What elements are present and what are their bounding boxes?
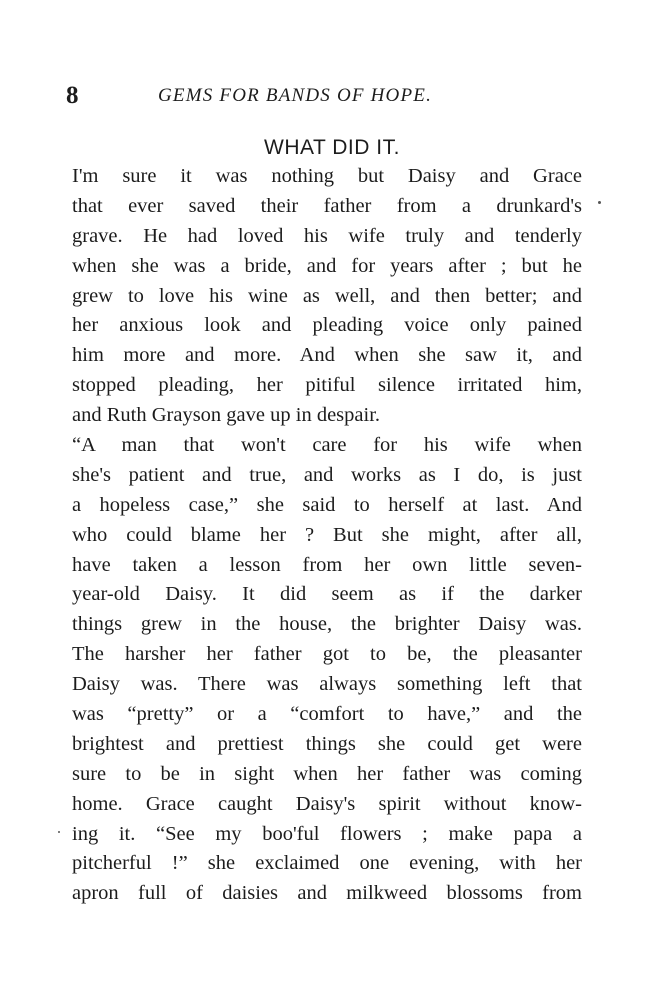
text-line: home. Grace caught Daisy's spirit without know- [72,792,582,815]
text-line: a hopeless case,” she said to herself at last. And [72,493,582,516]
text-line: stopped pleading, her pitiful silence irritated him, [72,374,582,397]
text-line: grave. He had loved his wife truly and tenderly [72,224,582,247]
ink-speck [598,201,601,204]
text-line: who could blame her ? But she might, after all, [72,523,582,546]
page-number: 8 [66,82,79,109]
text-line: sure to be in sight when her father was coming [72,762,582,785]
text-line: that ever saved their father from a drunkard's [72,194,582,217]
text-line: pitcherful !” she exclaimed one evening, with her [72,852,582,875]
body-text [72,162,582,909]
text-line: Daisy was. There was always something left that [72,673,582,696]
running-head: GEMS FOR BANDS OF HOPE. [158,85,433,106]
text-line: she's patient and true, and works as I do, is just [72,463,582,486]
text-line: him more and more. And when she saw it, and [72,344,582,367]
text-line: was “pretty” or a “comfort to have,” and the [72,703,582,726]
text-line: year-old Daisy. It did seem as if the darker [72,583,582,606]
text-line: apron full of daisies and milkweed blossoms from [72,882,582,905]
text-line: and Ruth Grayson gave up in despair. [72,404,381,427]
text-line: things grew in the house, the brighter Daisy was. [72,613,582,636]
text-line: her anxious look and pleading voice only pained [72,314,582,337]
text-line: “A man that won't care for his wife when [72,434,582,457]
text-line: grew to love his wine as well, and then better; and [72,284,582,307]
text-line: have taken a lesson from her own little seven- [72,553,582,576]
text-line: brightest and prettiest things she could get were [72,732,582,755]
ink-speck [58,831,60,833]
chapter-title: WHAT DID IT. [264,136,400,159]
text-line: ing it. “See my boo'ful flowers ; make papa a [72,822,582,845]
text-line: when she was a bride, and for years after ; but he [72,254,582,277]
text-line: I'm sure it was nothing but Daisy and Grace [72,165,582,187]
text-line: The harsher her father got to be, the pleasanter [72,643,582,666]
